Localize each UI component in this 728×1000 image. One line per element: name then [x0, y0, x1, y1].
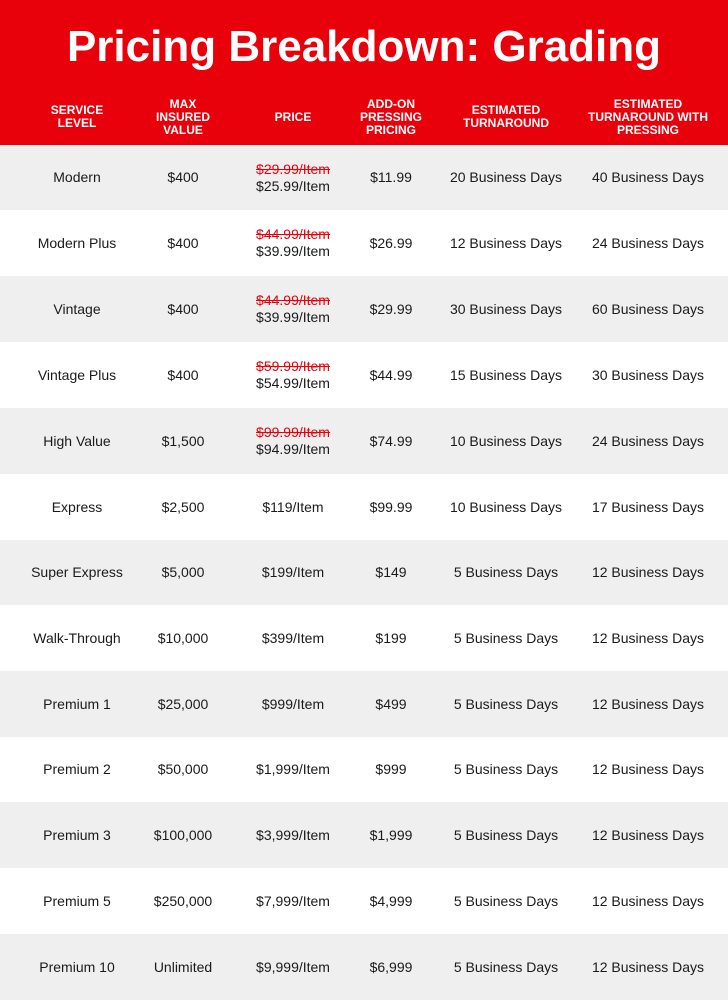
- estimated-turnaround-cell: 20 Business Days: [449, 169, 563, 185]
- original-price: $44.99/Item: [256, 292, 330, 308]
- table-row: [0, 474, 728, 540]
- current-price: $94.99/Item: [256, 441, 330, 457]
- table-row: [0, 408, 728, 474]
- max-insured-value-cell: $5,000: [161, 564, 205, 580]
- max-insured-value-cell: $400: [167, 234, 199, 251]
- pressing-price-cell: $26.99: [369, 234, 413, 251]
- table-row: [0, 802, 728, 868]
- service-level-cell: Vintage: [53, 300, 101, 317]
- turnaround-with-pressing-cell: 40 Business Days: [591, 169, 705, 185]
- current-price: $1,999/Item: [256, 761, 330, 777]
- turnaround-with-pressing-cell: 24 Business Days: [591, 234, 705, 251]
- service-level-cell: Premium 3: [43, 826, 111, 843]
- original-price: $99.99/Item: [256, 424, 330, 440]
- current-price: $3,999/Item: [256, 826, 330, 843]
- turnaround-with-pressing-cell: 12 Business Days: [591, 958, 705, 975]
- page-title: Pricing Breakdown: Grading: [66, 22, 662, 71]
- pressing-price-cell: $6,999: [369, 958, 413, 975]
- current-price: $39.99/Item: [256, 309, 330, 325]
- table-row: [0, 934, 728, 1000]
- pressing-price-cell: $29.99: [369, 300, 413, 317]
- service-level-cell: Modern: [53, 169, 101, 185]
- price-cell: [238, 605, 348, 671]
- service-level-cell: Vintage Plus: [37, 366, 117, 383]
- current-price: $399/Item: [261, 629, 325, 646]
- price-cell: [238, 276, 348, 342]
- estimated-turnaround-cell: 12 Business Days: [449, 234, 563, 251]
- price-cell: [238, 210, 348, 276]
- price-cell: [238, 342, 348, 408]
- estimated-turnaround-cell: 15 Business Days: [449, 366, 563, 383]
- max-insured-value-cell: $2,500: [161, 498, 205, 515]
- pressing-price-cell: $199: [375, 629, 407, 646]
- pressing-price-cell: $999: [375, 761, 407, 777]
- table-row: [0, 145, 728, 210]
- max-insured-value-cell: $10,000: [157, 629, 209, 646]
- max-insured-value-cell: $100,000: [153, 826, 213, 843]
- service-level-cell: High Value: [43, 432, 111, 449]
- original-price: $29.99/Item: [256, 160, 330, 177]
- current-price: $7,999/Item: [256, 892, 330, 909]
- service-level-cell: Premium 5: [43, 892, 111, 909]
- pressing-price-cell: $499: [375, 695, 407, 712]
- estimated-turnaround-cell: 5 Business Days: [453, 958, 559, 975]
- current-price: $199/Item: [261, 564, 325, 580]
- service-level-cell: Express: [51, 498, 103, 515]
- turnaround-with-pressing-cell: 60 Business Days: [591, 300, 705, 317]
- estimated-turnaround-cell: 5 Business Days: [453, 629, 559, 646]
- service-level-cell: Premium 1: [43, 695, 111, 712]
- max-insured-value-cell: $250,000: [153, 892, 213, 909]
- column-header-turnaround-with-pressing: ESTIMATED TURNAROUND WITH PRESSING: [588, 96, 708, 137]
- turnaround-with-pressing-cell: 12 Business Days: [591, 826, 705, 843]
- pressing-price-cell: $4,999: [369, 892, 413, 909]
- max-insured-value-cell: $400: [167, 366, 199, 383]
- current-price: $39.99/Item: [256, 243, 330, 259]
- pressing-price-cell: $74.99: [369, 432, 413, 449]
- table-row: [0, 210, 728, 276]
- turnaround-with-pressing-cell: 24 Business Days: [591, 432, 705, 449]
- max-insured-value-cell: Unlimited: [153, 958, 213, 975]
- current-price: $25.99/Item: [256, 177, 330, 194]
- pressing-price-cell: $99.99: [369, 498, 413, 515]
- column-header-add-on-pressing: ADD-ON PRESSING PRICING: [359, 96, 422, 137]
- price-cell: [238, 802, 348, 868]
- pressing-price-cell: $149: [375, 564, 407, 580]
- current-price: $9,999/Item: [256, 958, 330, 975]
- price-cell: [238, 934, 348, 1000]
- turnaround-with-pressing-cell: 12 Business Days: [591, 695, 705, 712]
- price-cell: [238, 408, 348, 474]
- original-price: $44.99/Item: [256, 226, 330, 242]
- table-row: [0, 737, 728, 802]
- service-level-cell: Premium 2: [43, 761, 111, 777]
- estimated-turnaround-cell: 5 Business Days: [453, 826, 559, 843]
- estimated-turnaround-cell: 5 Business Days: [453, 892, 559, 909]
- table-row: [0, 605, 728, 671]
- max-insured-value-cell: $400: [167, 300, 199, 317]
- service-level-cell: Walk-Through: [33, 629, 121, 646]
- estimated-turnaround-cell: 5 Business Days: [453, 695, 559, 712]
- turnaround-with-pressing-cell: 17 Business Days: [591, 498, 705, 515]
- price-cell: [238, 145, 348, 210]
- estimated-turnaround-cell: 5 Business Days: [453, 761, 559, 777]
- service-level-cell: Premium 10: [39, 958, 115, 975]
- table-row: [0, 276, 728, 342]
- turnaround-with-pressing-cell: 12 Business Days: [591, 629, 705, 646]
- estimated-turnaround-cell: 5 Business Days: [453, 564, 559, 580]
- max-insured-value-cell: $25,000: [157, 695, 209, 712]
- header-banner: [0, 0, 728, 145]
- current-price: $119/Item: [262, 498, 324, 515]
- pressing-price-cell: $11.99: [370, 169, 412, 185]
- table-row: [0, 868, 728, 934]
- estimated-turnaround-cell: 10 Business Days: [449, 498, 563, 515]
- price-cell: [238, 737, 348, 802]
- column-header-service-level: SERVICE LEVEL: [50, 103, 104, 130]
- estimated-turnaround-cell: 10 Business Days: [449, 432, 563, 449]
- service-level-cell: Modern Plus: [37, 234, 117, 251]
- max-insured-value-cell: $400: [167, 169, 199, 185]
- column-header-max-insured-value: MAX INSURED VALUE: [155, 96, 210, 137]
- table-row: [0, 342, 728, 408]
- table-row: [0, 671, 728, 737]
- price-cell: [238, 671, 348, 737]
- table-row: [0, 540, 728, 605]
- pressing-price-cell: $44.99: [369, 366, 413, 383]
- price-cell: [238, 474, 348, 540]
- column-header-price: PRICE: [274, 109, 312, 124]
- turnaround-with-pressing-cell: 30 Business Days: [591, 366, 705, 383]
- service-level-cell: Super Express: [31, 564, 123, 580]
- turnaround-with-pressing-cell: 12 Business Days: [591, 564, 705, 580]
- turnaround-with-pressing-cell: 12 Business Days: [591, 761, 705, 777]
- column-header-estimated-turnaround: ESTIMATED TURNAROUND: [463, 103, 549, 130]
- price-cell: [238, 868, 348, 934]
- turnaround-with-pressing-cell: 12 Business Days: [591, 892, 705, 909]
- current-price: $999/Item: [261, 695, 325, 712]
- max-insured-value-cell: $1,500: [161, 432, 205, 449]
- pressing-price-cell: $1,999: [369, 826, 413, 843]
- current-price: $54.99/Item: [256, 375, 330, 391]
- original-price: $59.99/Item: [256, 358, 330, 374]
- max-insured-value-cell: $50,000: [157, 761, 209, 777]
- price-cell: [238, 540, 348, 605]
- estimated-turnaround-cell: 30 Business Days: [449, 300, 563, 317]
